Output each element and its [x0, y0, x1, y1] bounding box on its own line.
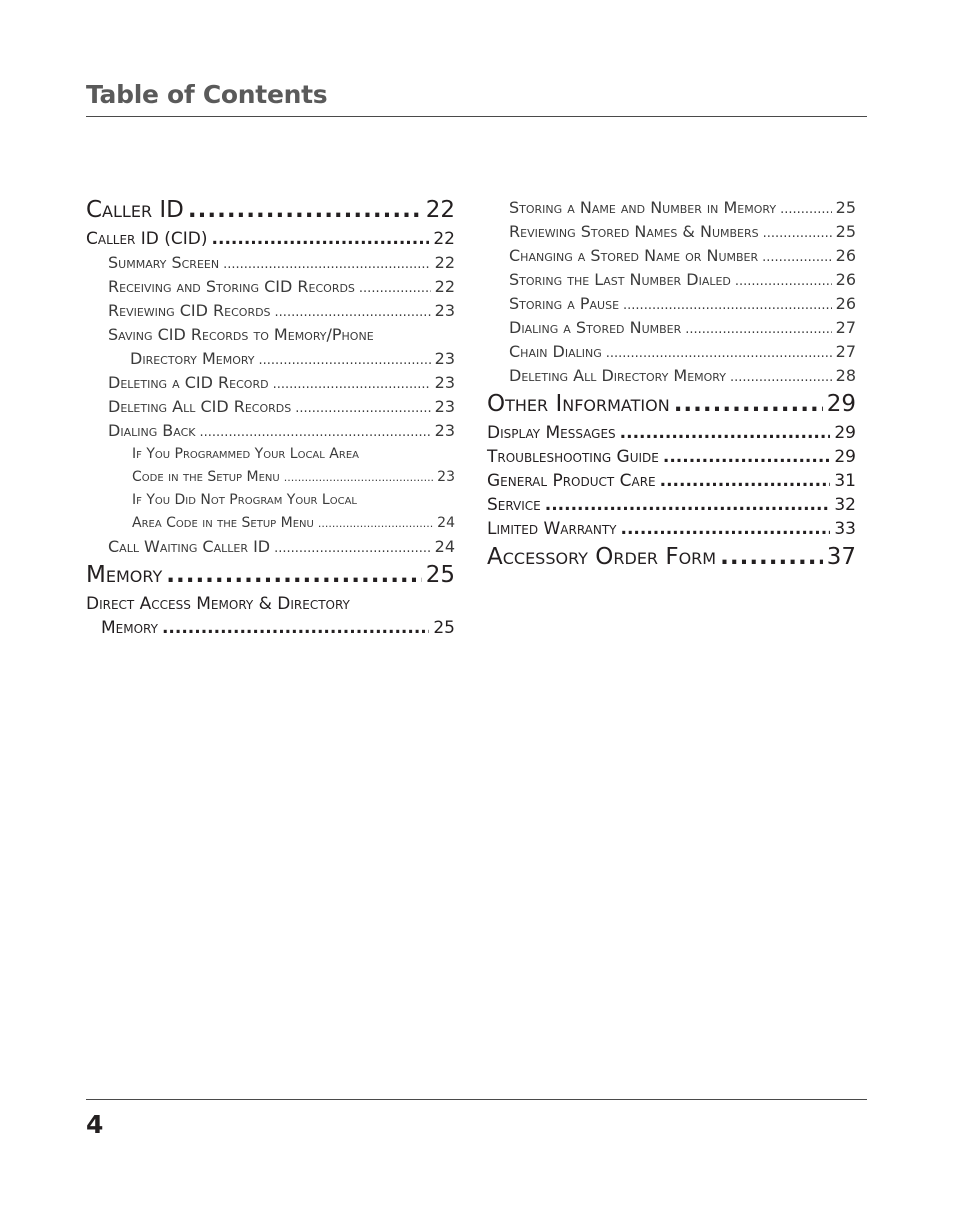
toc-entry-title: Receiving and Storing CID Records	[108, 277, 355, 296]
dot-leader	[685, 318, 831, 342]
toc-entry-deleting-all-directory[interactable]	[487, 364, 856, 388]
toc-entry-page: 32	[834, 495, 856, 515]
toc-entry-reviewing-stored[interactable]	[487, 220, 856, 244]
toc-entry-page: 24	[437, 515, 455, 531]
toc-entry-storing-pause[interactable]	[487, 292, 856, 316]
toc-entry-page: 23	[434, 421, 455, 440]
dot-leader	[620, 421, 831, 445]
toc-entry-dialing-back[interactable]	[86, 419, 455, 443]
toc-entry-title: Deleting All CID Records	[108, 397, 292, 416]
toc-entry-title: Troubleshooting Guide	[487, 447, 659, 467]
toc-entry-title: Other Information	[487, 391, 670, 417]
dot-leader	[274, 537, 431, 561]
dot-leader	[623, 294, 832, 318]
footer-rule	[86, 1099, 867, 1100]
toc-entry-page: 22	[434, 277, 455, 296]
toc-entry-page: 27	[835, 342, 856, 361]
toc-entry-title: Memory	[101, 618, 158, 638]
dot-leader	[166, 559, 421, 592]
dot-leader	[259, 349, 431, 373]
header-rule	[86, 116, 867, 117]
toc-entry-accessory-order[interactable]	[487, 541, 856, 574]
dot-leader	[275, 301, 431, 325]
toc-entry-title: Saving CID Records to Memory/Phone	[108, 325, 374, 344]
toc-entry-title: Dialing a Stored Number	[509, 318, 682, 337]
toc-entry-page: 22	[425, 197, 455, 223]
toc-entry-page: 25	[425, 562, 455, 588]
toc-entry-saving-cid-line1[interactable]	[86, 323, 455, 347]
toc-entry-page: 23	[437, 469, 455, 485]
toc-entry-title: General Product Care	[487, 471, 656, 491]
toc-entry-title: Code in the Setup Menu	[132, 469, 280, 485]
dot-leader	[735, 270, 832, 294]
toc-entry-page: 24	[434, 537, 455, 556]
toc-entry-title: Chain Dialing	[509, 342, 602, 361]
toc-entry-if-not-program-line1[interactable]	[86, 489, 455, 512]
toc-entry-if-not-program-line2[interactable]	[86, 512, 455, 535]
dot-leader	[212, 227, 430, 251]
toc-entry-page: 23	[434, 301, 455, 320]
toc-entry-title: Caller ID (CID)	[86, 229, 208, 249]
dot-leader	[674, 388, 823, 421]
dot-leader	[780, 198, 832, 222]
dot-leader	[359, 277, 431, 301]
toc-entry-page: 29	[834, 447, 856, 467]
toc-entry-title: If You Programmed Your Local Area	[132, 446, 359, 462]
toc-entry-if-programmed-line1[interactable]	[86, 443, 455, 466]
toc-entry-page: 22	[434, 253, 455, 272]
page-title: Table of Contents	[86, 80, 328, 109]
toc-entry-direct-access-line2[interactable]	[86, 616, 455, 640]
dot-leader	[763, 222, 832, 246]
toc-entry-page: 31	[834, 471, 856, 491]
dot-leader	[720, 541, 823, 574]
dot-leader	[762, 246, 831, 270]
toc-entry-title: Caller ID	[86, 197, 184, 223]
toc-entry-page: 26	[835, 270, 856, 289]
toc-entry-title: Storing a Name and Number in Memory	[509, 198, 777, 217]
dot-leader	[284, 466, 433, 489]
toc-entry-page: 22	[433, 229, 455, 249]
toc-entry-page: 28	[835, 366, 856, 385]
dot-leader	[162, 616, 429, 640]
toc-column-right	[487, 196, 856, 574]
toc-entry-page: 25	[835, 198, 856, 217]
dot-leader	[295, 397, 430, 421]
toc-entry-if-programmed-line2[interactable]	[86, 466, 455, 489]
toc-entry-title: Summary Screen	[108, 253, 220, 272]
toc-entry-receiving-storing[interactable]	[86, 275, 455, 299]
toc-entry-title: Deleting All Directory Memory	[509, 366, 726, 385]
toc-entry-call-waiting[interactable]	[86, 535, 455, 559]
toc-entry-memory[interactable]	[86, 559, 455, 592]
toc-entry-title: Dialing Back	[108, 421, 196, 440]
toc-entry-troubleshooting[interactable]	[487, 445, 856, 469]
dot-leader	[621, 517, 831, 541]
toc-entry-title: Storing the Last Number Dialed	[509, 270, 731, 289]
toc-entry-title: Storing a Pause	[509, 294, 620, 313]
toc-entry-title: Directory Memory	[130, 349, 255, 368]
toc-entry-chain-dialing[interactable]	[487, 340, 856, 364]
toc-entry-page: 23	[434, 373, 455, 392]
dot-leader	[200, 421, 431, 445]
toc-entry-storing-last[interactable]	[487, 268, 856, 292]
toc-entry-service[interactable]	[487, 493, 856, 517]
dot-leader	[545, 493, 831, 517]
dot-leader	[188, 194, 422, 227]
dot-leader	[730, 366, 832, 390]
toc-entry-title: Deleting a CID Record	[108, 373, 269, 392]
toc-entry-title: Area Code in the Setup Menu	[132, 515, 314, 531]
dot-leader	[663, 445, 831, 469]
dot-leader	[273, 373, 431, 397]
toc-entry-page: 23	[434, 349, 455, 368]
toc-entry-page: 27	[835, 318, 856, 337]
toc-entry-other-information[interactable]	[487, 388, 856, 421]
toc-entry-dialing-stored[interactable]	[487, 316, 856, 340]
toc-entry-title: Display Messages	[487, 423, 616, 443]
toc-entry-page: 33	[834, 519, 856, 539]
dot-leader	[318, 512, 433, 535]
toc-entry-reviewing-cid[interactable]	[86, 299, 455, 323]
toc-entry-title: Reviewing Stored Names & Numbers	[509, 222, 759, 241]
toc-entry-title: If You Did Not Program Your Local	[132, 492, 357, 508]
toc-entry-summary-screen[interactable]	[86, 251, 455, 275]
toc-entry-title: Reviewing CID Records	[108, 301, 271, 320]
toc-entry-deleting-all-cid[interactable]	[86, 395, 455, 419]
toc-entry-page: 37	[826, 544, 856, 570]
toc-entry-title: Direct Access Memory & Directory	[86, 594, 350, 614]
dot-leader	[606, 342, 832, 366]
toc-entry-limited-warranty[interactable]	[487, 517, 856, 541]
toc-column-left	[86, 194, 455, 640]
dot-leader	[660, 469, 831, 493]
toc-entry-storing-name-number[interactable]	[487, 196, 856, 220]
toc-entry-page: 25	[835, 222, 856, 241]
toc-entry-page: 29	[834, 423, 856, 443]
toc-entry-page: 26	[835, 294, 856, 313]
toc-entry-direct-access-line1[interactable]	[86, 592, 455, 616]
toc-entry-title: Changing a Stored Name or Number	[509, 246, 759, 265]
toc-entry-caller-id[interactable]	[86, 194, 455, 227]
toc-entry-caller-id-cid[interactable]	[86, 227, 455, 251]
toc-entry-title: Limited Warranty	[487, 519, 617, 539]
toc-entry-page: 29	[826, 391, 856, 417]
toc-entry-title: Call Waiting Caller ID	[108, 537, 271, 556]
toc-entry-page: 23	[434, 397, 455, 416]
toc-entry-display-messages[interactable]	[487, 421, 856, 445]
toc-entry-saving-cid-line2[interactable]	[86, 347, 455, 371]
dot-leader	[223, 253, 431, 277]
page-number: 4	[86, 1110, 104, 1139]
toc-entry-page: 25	[433, 618, 455, 638]
toc-entry-title: Accessory Order Form	[487, 544, 717, 570]
toc-entry-title: Memory	[86, 562, 163, 588]
toc-entry-changing-stored[interactable]	[487, 244, 856, 268]
toc-entry-title: Service	[487, 495, 541, 515]
toc-entry-deleting-cid[interactable]	[86, 371, 455, 395]
toc-entry-page: 26	[835, 246, 856, 265]
toc-entry-general-care[interactable]	[487, 469, 856, 493]
